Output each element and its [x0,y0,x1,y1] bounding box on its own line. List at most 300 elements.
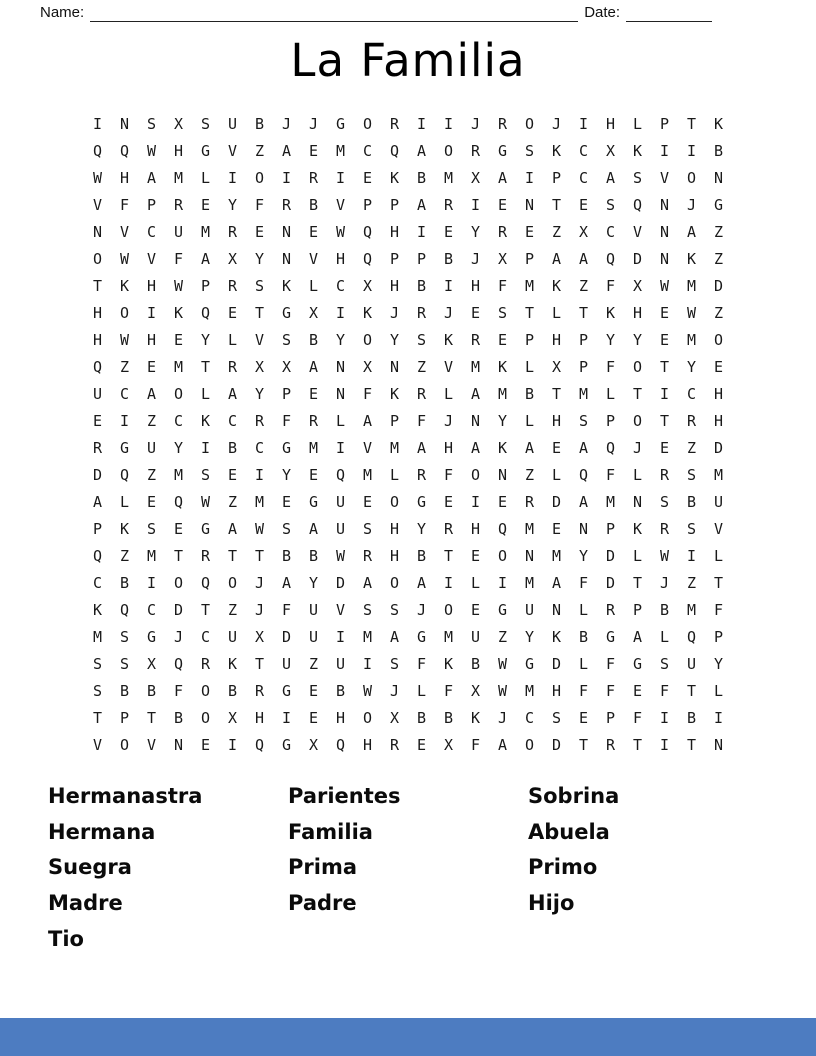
grid-letter: Y [605,331,616,349]
grid-letter: J [686,196,697,214]
grid-row [84,624,732,651]
grid-letter: P [389,412,400,430]
grid-letter: A [416,574,427,592]
grid-letter: I [362,655,373,673]
grid-letter: E [200,736,211,754]
grid-letter: F [254,196,265,214]
grid-letter: L [227,331,238,349]
grid-letter: M [524,682,535,700]
grid-letter: R [470,142,481,160]
grid-letter: K [443,331,454,349]
grid-letter: C [686,385,697,403]
grid-letter: X [470,682,481,700]
grid-letter: P [281,385,292,403]
grid-letter: N [470,412,481,430]
grid-letter: L [308,277,319,295]
grid-letter: G [713,196,724,214]
grid-letter: H [632,304,643,322]
grid-letter: E [443,493,454,511]
grid-row [84,327,732,354]
grid-letter: V [146,736,157,754]
grid-letter: T [254,304,265,322]
grid-letter: Z [119,358,130,376]
grid-letter: T [578,304,589,322]
grid-letter: K [443,655,454,673]
grid-letter: S [119,655,130,673]
grid-letter: M [308,439,319,457]
grid-letter: W [92,169,103,187]
grid-letter: A [362,412,373,430]
grid-letter: J [254,574,265,592]
grid-letter: F [605,277,616,295]
grid-letter: H [470,520,481,538]
grid-letter: S [92,655,103,673]
grid-letter: A [416,142,427,160]
grid-letter: F [605,655,616,673]
grid-letter: P [362,196,373,214]
grid-letter: E [578,709,589,727]
grid-letter: Z [146,412,157,430]
grid-letter: X [173,115,184,133]
grid-row [84,219,732,246]
grid-letter: S [254,277,265,295]
grid-letter: L [551,304,562,322]
grid-letter: D [632,250,643,268]
grid-row [84,678,732,705]
grid-letter: I [335,439,346,457]
grid-letter: I [281,709,292,727]
grid-letter: R [389,736,400,754]
grid-letter: T [254,655,265,673]
grid-letter: P [632,601,643,619]
grid-letter: X [443,736,454,754]
grid-letter: C [362,142,373,160]
grid-letter: Z [578,277,589,295]
grid-letter: I [497,574,508,592]
grid-letter: Q [92,358,103,376]
grid-letter: D [92,466,103,484]
grid-letter: Z [308,655,319,673]
grid-letter: K [470,709,481,727]
grid-letter: B [119,682,130,700]
grid-row [84,516,732,543]
grid-letter: P [200,277,211,295]
grid-letter: Q [578,466,589,484]
grid-letter: P [524,250,535,268]
grid-letter: L [200,385,211,403]
grid-letter: F [605,358,616,376]
grid-letter: E [227,304,238,322]
grid-letter: A [308,358,319,376]
grid-letter: E [308,223,319,241]
grid-letter: Z [713,250,724,268]
grid-letter: P [146,196,157,214]
grid-row [84,300,732,327]
grid-letter: T [551,196,562,214]
grid-letter: J [632,439,643,457]
grid-letter: C [146,223,157,241]
grid-letter: E [416,736,427,754]
grid-letter: N [389,358,400,376]
grid-letter: F [443,682,454,700]
grid-letter: R [659,466,670,484]
grid-letter: E [578,196,589,214]
grid-letter: B [227,682,238,700]
grid-letter: O [443,142,454,160]
grid-letter: X [254,628,265,646]
grid-letter: A [281,574,292,592]
grid-letter: H [119,169,130,187]
grid-letter: L [119,493,130,511]
grid-letter: T [632,736,643,754]
grid-letter: A [416,196,427,214]
grid-letter: M [686,601,697,619]
grid-letter: X [362,358,373,376]
grid-letter: L [443,385,454,403]
grid-letter: C [254,439,265,457]
grid-letter: O [92,250,103,268]
grid-letter: T [659,412,670,430]
grid-letter: S [389,601,400,619]
grid-letter: A [308,520,319,538]
grid-letter: T [551,385,562,403]
grid-letter: L [200,169,211,187]
grid-letter: A [146,169,157,187]
grid-row [84,354,732,381]
grid-letter: Z [254,142,265,160]
grid-letter: Z [713,223,724,241]
grid-letter: H [362,736,373,754]
grid-letter: Q [92,142,103,160]
grid-letter: Y [281,466,292,484]
grid-letter: W [659,547,670,565]
grid-letter: X [254,358,265,376]
grid-letter: V [443,358,454,376]
grid-letter: T [200,601,211,619]
grid-letter: I [443,115,454,133]
grid-letter: Z [227,493,238,511]
grid-letter: J [254,601,265,619]
grid-letter: I [713,709,724,727]
grid-letter: G [497,142,508,160]
grid-letter: L [416,682,427,700]
word-column [288,779,528,957]
grid-letter: M [686,277,697,295]
grid-letter: R [308,412,319,430]
grid-letter: X [551,358,562,376]
grid-letter: I [281,169,292,187]
grid-letter: M [362,466,373,484]
grid-letter: N [173,736,184,754]
grid-letter: U [335,493,346,511]
word-list-item: Hijo [528,891,575,916]
grid-letter: E [470,547,481,565]
grid-letter: U [308,601,319,619]
grid-letter: I [659,142,670,160]
grid-letter: A [227,520,238,538]
grid-letter: A [362,574,373,592]
grid-letter: T [686,736,697,754]
grid-letter: Y [713,655,724,673]
grid-letter: M [524,520,535,538]
name-blank-line [90,5,578,22]
grid-letter: T [443,547,454,565]
grid-letter: O [470,466,481,484]
grid-letter: P [389,250,400,268]
grid-letter: E [308,709,319,727]
grid-letter: V [146,250,157,268]
grid-letter: A [281,142,292,160]
grid-letter: I [335,628,346,646]
grid-letter: P [551,169,562,187]
grid-letter: U [470,628,481,646]
grid-letter: E [551,520,562,538]
grid-letter: R [308,169,319,187]
grid-letter: H [389,520,400,538]
grid-letter: I [335,169,346,187]
grid-letter: V [227,142,238,160]
grid-letter: A [470,439,481,457]
word-list [48,779,768,957]
word-column [48,779,288,957]
word-list-item: Hermanastra [48,784,203,808]
grid-letter: B [686,493,697,511]
grid-letter: V [713,520,724,538]
grid-letter: B [146,682,157,700]
grid-letter: T [686,682,697,700]
grid-letter: A [551,250,562,268]
grid-letter: Y [632,331,643,349]
grid-row [84,246,732,273]
grid-letter: V [362,439,373,457]
grid-letter: B [254,115,265,133]
grid-letter: M [470,358,481,376]
grid-letter: L [551,466,562,484]
word-list-item: Padre [288,891,357,916]
grid-letter: Q [335,736,346,754]
grid-letter: S [632,169,643,187]
grid-letter: F [713,601,724,619]
grid-letter: N [281,223,292,241]
grid-letter: E [497,196,508,214]
grid-row [84,543,732,570]
grid-letter: B [119,574,130,592]
grid-letter: K [551,142,562,160]
grid-letter: R [524,493,535,511]
grid-letter: R [173,196,184,214]
grid-letter: G [335,115,346,133]
grid-letter: G [281,439,292,457]
grid-letter: G [200,520,211,538]
grid-letter: C [200,628,211,646]
word-list-item: Suegra [48,855,132,880]
grid-letter: B [335,682,346,700]
grid-letter: M [200,223,211,241]
grid-letter: K [119,520,130,538]
grid-letter: B [686,709,697,727]
grid-letter: P [659,115,670,133]
grid-letter: M [173,466,184,484]
grid-letter: I [524,169,535,187]
grid-letter: E [227,466,238,484]
grid-letter: L [605,385,616,403]
grid-letter: H [470,277,481,295]
grid-letter: B [416,277,427,295]
grid-row [84,408,732,435]
grid-letter: X [362,277,373,295]
grid-letter: L [389,466,400,484]
name-date-row [40,0,776,22]
grid-letter: T [227,547,238,565]
grid-letter: I [119,412,130,430]
grid-letter: K [362,304,373,322]
grid-row [84,435,732,462]
grid-letter: Q [362,223,373,241]
grid-letter: X [146,655,157,673]
grid-letter: Y [227,196,238,214]
grid-letter: S [686,520,697,538]
grid-letter: P [389,196,400,214]
word-list-item: Familia [288,819,373,844]
grid-letter: I [659,736,670,754]
grid-letter: O [200,709,211,727]
grid-letter: A [497,169,508,187]
grid-letter: Q [605,439,616,457]
grid-letter: B [416,169,427,187]
grid-letter: E [200,196,211,214]
grid-letter: G [632,655,643,673]
grid-letter: N [659,223,670,241]
grid-letter: L [335,412,346,430]
grid-letter: U [335,655,346,673]
word-list-item: Hermana [48,819,156,844]
grid-letter: N [497,466,508,484]
grid-letter: M [605,493,616,511]
grid-letter: T [254,547,265,565]
grid-letter: R [254,682,265,700]
grid-letter: W [119,331,130,349]
grid-letter: G [146,628,157,646]
grid-letter: F [578,682,589,700]
grid-letter: B [578,628,589,646]
grid-letter: F [173,250,184,268]
grid-letter: G [416,628,427,646]
grid-letter: J [173,628,184,646]
grid-letter: K [200,412,211,430]
grid-letter: U [227,115,238,133]
grid-letter: E [254,223,265,241]
grid-letter: B [470,655,481,673]
grid-letter: A [200,250,211,268]
grid-letter: H [254,709,265,727]
grid-letter: J [470,115,481,133]
grid-letter: O [362,709,373,727]
grid-letter: E [551,439,562,457]
word-list-item: Abuela [528,819,610,844]
grid-letter: N [713,736,724,754]
grid-letter: K [497,358,508,376]
grid-letter: H [389,277,400,295]
grid-letter: J [416,601,427,619]
grid-letter: J [281,115,292,133]
grid-letter: V [254,331,265,349]
grid-letter: Z [551,223,562,241]
grid-letter: R [92,439,103,457]
grid-letter: E [470,601,481,619]
grid-letter: J [497,709,508,727]
grid-letter: R [200,655,211,673]
grid-letter: E [308,466,319,484]
grid-letter: R [470,331,481,349]
grid-letter: Y [416,520,427,538]
grid-letter: V [92,196,103,214]
grid-letter: S [389,655,400,673]
grid-letter: O [686,169,697,187]
grid-letter: F [605,682,616,700]
grid-letter: Z [686,574,697,592]
grid-letter: N [659,250,670,268]
grid-letter: H [146,277,157,295]
grid-letter: O [497,547,508,565]
grid-letter: L [524,358,535,376]
grid-letter: X [578,223,589,241]
grid-letter: H [92,331,103,349]
grid-letter: U [173,223,184,241]
grid-letter: E [146,358,157,376]
grid-letter: C [119,385,130,403]
grid-letter: H [146,331,157,349]
grid-letter: W [686,304,697,322]
grid-letter: B [713,142,724,160]
grid-letter: F [443,466,454,484]
grid-row [84,138,732,165]
grid-letter: V [119,223,130,241]
grid-letter: I [146,574,157,592]
grid-letter: R [227,277,238,295]
grid-letter: T [524,304,535,322]
grid-letter: U [686,655,697,673]
grid-row [84,462,732,489]
grid-letter: F [416,412,427,430]
grid-letter: J [659,574,670,592]
grid-letter: R [443,196,454,214]
grid-letter: I [335,304,346,322]
grid-letter: H [173,142,184,160]
grid-letter: T [146,709,157,727]
grid-letter: M [92,628,103,646]
grid-letter: X [389,709,400,727]
grid-letter: R [605,736,616,754]
grid-letter: O [632,358,643,376]
grid-letter: R [443,520,454,538]
grid-letter: M [443,169,454,187]
grid-letter: P [605,709,616,727]
grid-letter: C [146,601,157,619]
grid-letter: P [578,331,589,349]
grid-letter: E [497,493,508,511]
grid-letter: X [227,709,238,727]
grid-letter: P [578,358,589,376]
grid-letter: X [308,304,319,322]
grid-letter: X [227,250,238,268]
grid-letter: R [686,412,697,430]
grid-letter: E [659,304,670,322]
grid-letter: J [443,412,454,430]
grid-letter: A [470,385,481,403]
grid-letter: X [497,250,508,268]
grid-letter: A [686,223,697,241]
grid-letter: R [497,223,508,241]
